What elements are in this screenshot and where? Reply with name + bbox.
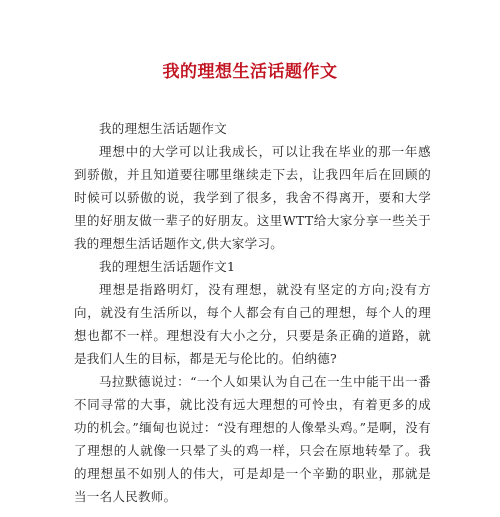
page-title: 我的理想生活话题作文 <box>162 62 338 82</box>
paragraph: 理想中的大学可以让我成长，可以让我在毕业的那一年感到骄傲，并且知道要往哪里继续走下去，让我四年后在回顾的时候可以骄傲的说，我学到了很多，我舍不得离开，要和大学里的好朋友做一辈子的好朋友。这里WTT给大家分享一些关于我的理想生活话题作文,供大家学习。 <box>74 144 431 251</box>
paragraph: 马拉默德说过：“一个人如果认为自己在一生中能干出一番不同寻常的大事，就比没有远大理想的可怜虫，有着更多的成功的机会。”缅甸也说过：“没有理想的人像晕头鸡。”是啊，没有了理想的人就像一只晕了头的鸡一样，只会在原地转晕了。我的理想虽不如别人的伟大，可是却是一个辛勤的职业，那就是当一名人民教师。 <box>74 374 431 504</box>
section-heading: 我的理想生活话题作文 <box>99 121 228 136</box>
section-heading: 我的理想生活话题作文1 <box>99 259 236 274</box>
paragraph: 理想是指路明灯，没有理想，就没有坚定的方向;没有方向，就没有生活所以，每个人都会有自己的理想，每个人的理想也都不一样。理想没有大小之分，只要是条正确的道路，就是我们人生的目标，都是无与伦比的。伯纳德? <box>74 282 431 366</box>
document-body <box>74 117 431 508</box>
